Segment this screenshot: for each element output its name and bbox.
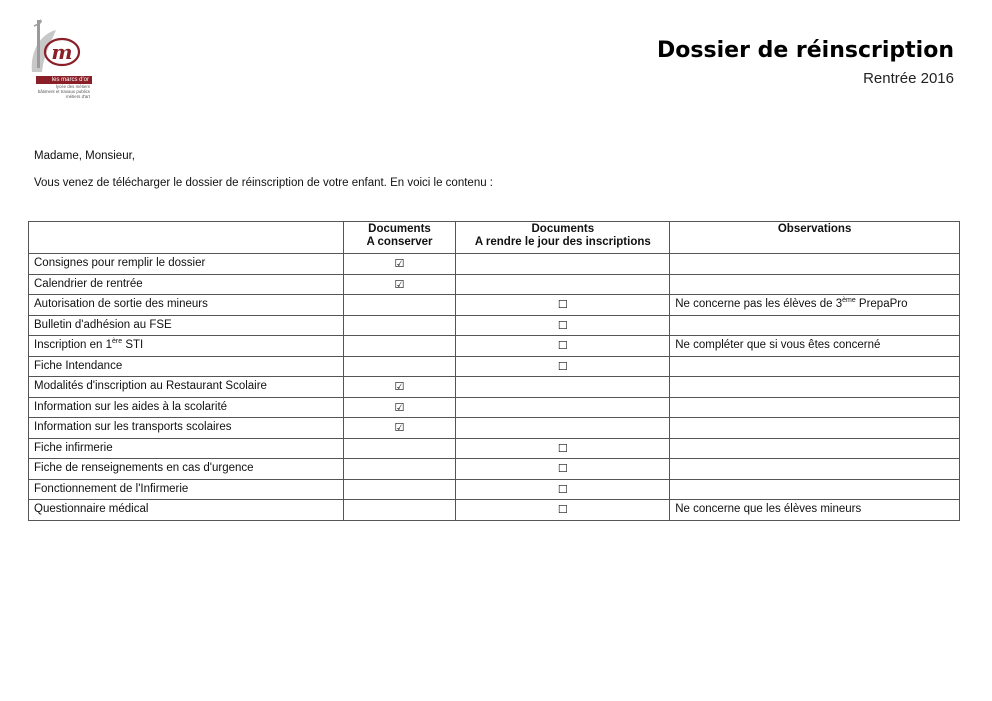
- return-cell: [456, 336, 670, 357]
- page-title: Dossier de réinscription: [657, 38, 954, 63]
- document-name-cell: [29, 397, 344, 418]
- observation-cell: [670, 418, 960, 439]
- unchecked-box-icon: ☐: [557, 359, 568, 373]
- unchecked-box-icon: ☐: [557, 298, 568, 312]
- return-cell: [456, 274, 670, 295]
- keep-cell: [343, 254, 456, 275]
- document-name-cell-text: Questionnaire médical: [34, 503, 149, 516]
- keep-cell: [343, 274, 456, 295]
- observation-cell: [670, 315, 960, 336]
- keep-cell: [343, 377, 456, 398]
- table-row: [29, 500, 960, 521]
- keep-cell: [343, 336, 456, 357]
- header-keep-line2: A conserver: [366, 236, 433, 248]
- table-row: [29, 315, 960, 336]
- logo-line: bâtiment et travaux publics: [37, 89, 90, 94]
- observation-cell-text-after: PrepaPro: [855, 298, 908, 311]
- return-cell: [456, 377, 670, 398]
- table-header-row: [29, 222, 960, 254]
- document-name-cell: [29, 500, 344, 521]
- logo-line: lycée des métiers: [55, 84, 90, 89]
- document-name-cell-text: Information sur les aides à la scolarité: [34, 400, 228, 413]
- table-row: [29, 254, 960, 275]
- table-row: [29, 459, 960, 480]
- logo-line: métiers d'art: [65, 94, 90, 99]
- header-keep-line1: Documents: [368, 223, 431, 235]
- document-name-cell-text: Autorisation de sortie des mineurs: [34, 298, 208, 311]
- header-keep: [343, 222, 456, 254]
- unchecked-box-icon: ☐: [557, 482, 568, 496]
- keep-cell: [343, 459, 456, 480]
- document-name-cell-text: Fiche de renseignements en cas d'urgence: [34, 462, 254, 475]
- return-cell: [456, 397, 670, 418]
- observation-cell: [670, 500, 960, 521]
- observation-cell: [670, 336, 960, 357]
- table-row: [29, 356, 960, 377]
- observation-cell: [670, 479, 960, 500]
- keep-cell: [343, 295, 456, 316]
- unchecked-box-icon: ☐: [557, 462, 568, 476]
- observation-cell: [670, 438, 960, 459]
- observation-cell: [670, 254, 960, 275]
- unchecked-box-icon: ☐: [557, 339, 568, 353]
- document-name-cell-text: Fonctionnement de l'Infirmerie: [34, 482, 189, 495]
- greeting-text: Madame, Monsieur,: [34, 150, 135, 162]
- logo-emblem-icon: [26, 18, 92, 78]
- observation-cell-text: Ne compléter que si vous êtes concerné: [675, 339, 881, 352]
- document-name-cell-superscript: ère: [112, 338, 123, 346]
- header-return-line1: Documents: [531, 223, 595, 235]
- logo-caption: [26, 76, 92, 99]
- return-cell: [456, 418, 670, 439]
- return-cell: [456, 459, 670, 480]
- observation-cell-text: Ne concerne que les élèves mineurs: [675, 503, 862, 516]
- checked-box-icon: ☑: [394, 400, 405, 414]
- table-row: [29, 377, 960, 398]
- school-logo: [26, 18, 92, 104]
- document-name-cell-text: Consignes pour remplir le dossier: [34, 257, 206, 270]
- document-name-cell-text: Inscription en 1: [34, 339, 112, 352]
- return-cell: [456, 315, 670, 336]
- document-name-cell: [29, 274, 344, 295]
- table-row: [29, 397, 960, 418]
- header-return: [456, 222, 670, 254]
- observation-cell-superscript: ème: [842, 297, 856, 305]
- checked-box-icon: ☑: [394, 380, 405, 394]
- table-row: [29, 336, 960, 357]
- table-row: [29, 479, 960, 500]
- unchecked-box-icon: ☐: [557, 441, 568, 455]
- observation-cell: [670, 295, 960, 316]
- table-body: [29, 254, 960, 521]
- document-name-cell: [29, 356, 344, 377]
- keep-cell: [343, 479, 456, 500]
- table-row: [29, 274, 960, 295]
- checked-box-icon: ☑: [394, 277, 405, 291]
- observation-cell: [670, 377, 960, 398]
- document-name-cell-text: Fiche infirmerie: [34, 441, 113, 454]
- table-row: [29, 295, 960, 316]
- keep-cell: [343, 500, 456, 521]
- page-subtitle: Rentrée 2016: [863, 70, 954, 87]
- keep-cell: [343, 397, 456, 418]
- document-name-cell-text: Fiche Intendance: [34, 359, 123, 372]
- observation-cell: [670, 459, 960, 480]
- return-cell: [456, 254, 670, 275]
- document-name-cell: [29, 377, 344, 398]
- document-name-cell-text: Information sur les transports scolaires: [34, 421, 232, 434]
- return-cell: [456, 500, 670, 521]
- header-return-line2: A rendre le jour des inscriptions: [474, 236, 651, 248]
- observation-cell-text: Ne concerne pas les élèves de 3: [675, 298, 843, 311]
- unchecked-box-icon: ☐: [557, 503, 568, 517]
- documents-table: [28, 221, 960, 521]
- keep-cell: [343, 356, 456, 377]
- table-row: [29, 418, 960, 439]
- return-cell: [456, 356, 670, 377]
- logo-letter: m: [51, 40, 73, 64]
- document-name-cell: [29, 438, 344, 459]
- keep-cell: [343, 315, 456, 336]
- intro-text: Vous venez de télécharger le dossier de réinscription de votre enfant. En voici le contenu :: [34, 177, 493, 189]
- logo-name: les marcs d'or: [36, 76, 92, 84]
- document-name-cell: [29, 418, 344, 439]
- observation-cell: [670, 397, 960, 418]
- header-observations: Observations: [670, 222, 960, 254]
- header-document: [29, 222, 344, 254]
- document-name-cell: [29, 295, 344, 316]
- document-name-cell: [29, 254, 344, 275]
- observation-cell: [670, 274, 960, 295]
- return-cell: [456, 438, 670, 459]
- document-name-cell-text: Bulletin d'adhésion au FSE: [34, 318, 172, 331]
- checked-box-icon: ☑: [394, 257, 405, 271]
- document-name-cell-text: Modalités d'inscription au Restaurant Scolaire: [34, 380, 267, 393]
- document-name-cell: [29, 315, 344, 336]
- unchecked-box-icon: ☐: [557, 318, 568, 332]
- checked-box-icon: ☑: [394, 421, 405, 435]
- table-row: [29, 438, 960, 459]
- document-name-cell-text-after: STI: [122, 339, 144, 352]
- keep-cell: [343, 438, 456, 459]
- document-name-cell: [29, 336, 344, 357]
- observation-cell: [670, 356, 960, 377]
- return-cell: [456, 479, 670, 500]
- document-name-cell: [29, 479, 344, 500]
- document-name-cell: [29, 459, 344, 480]
- keep-cell: [343, 418, 456, 439]
- return-cell: [456, 295, 670, 316]
- document-name-cell-text: Calendrier de rentrée: [34, 277, 143, 290]
